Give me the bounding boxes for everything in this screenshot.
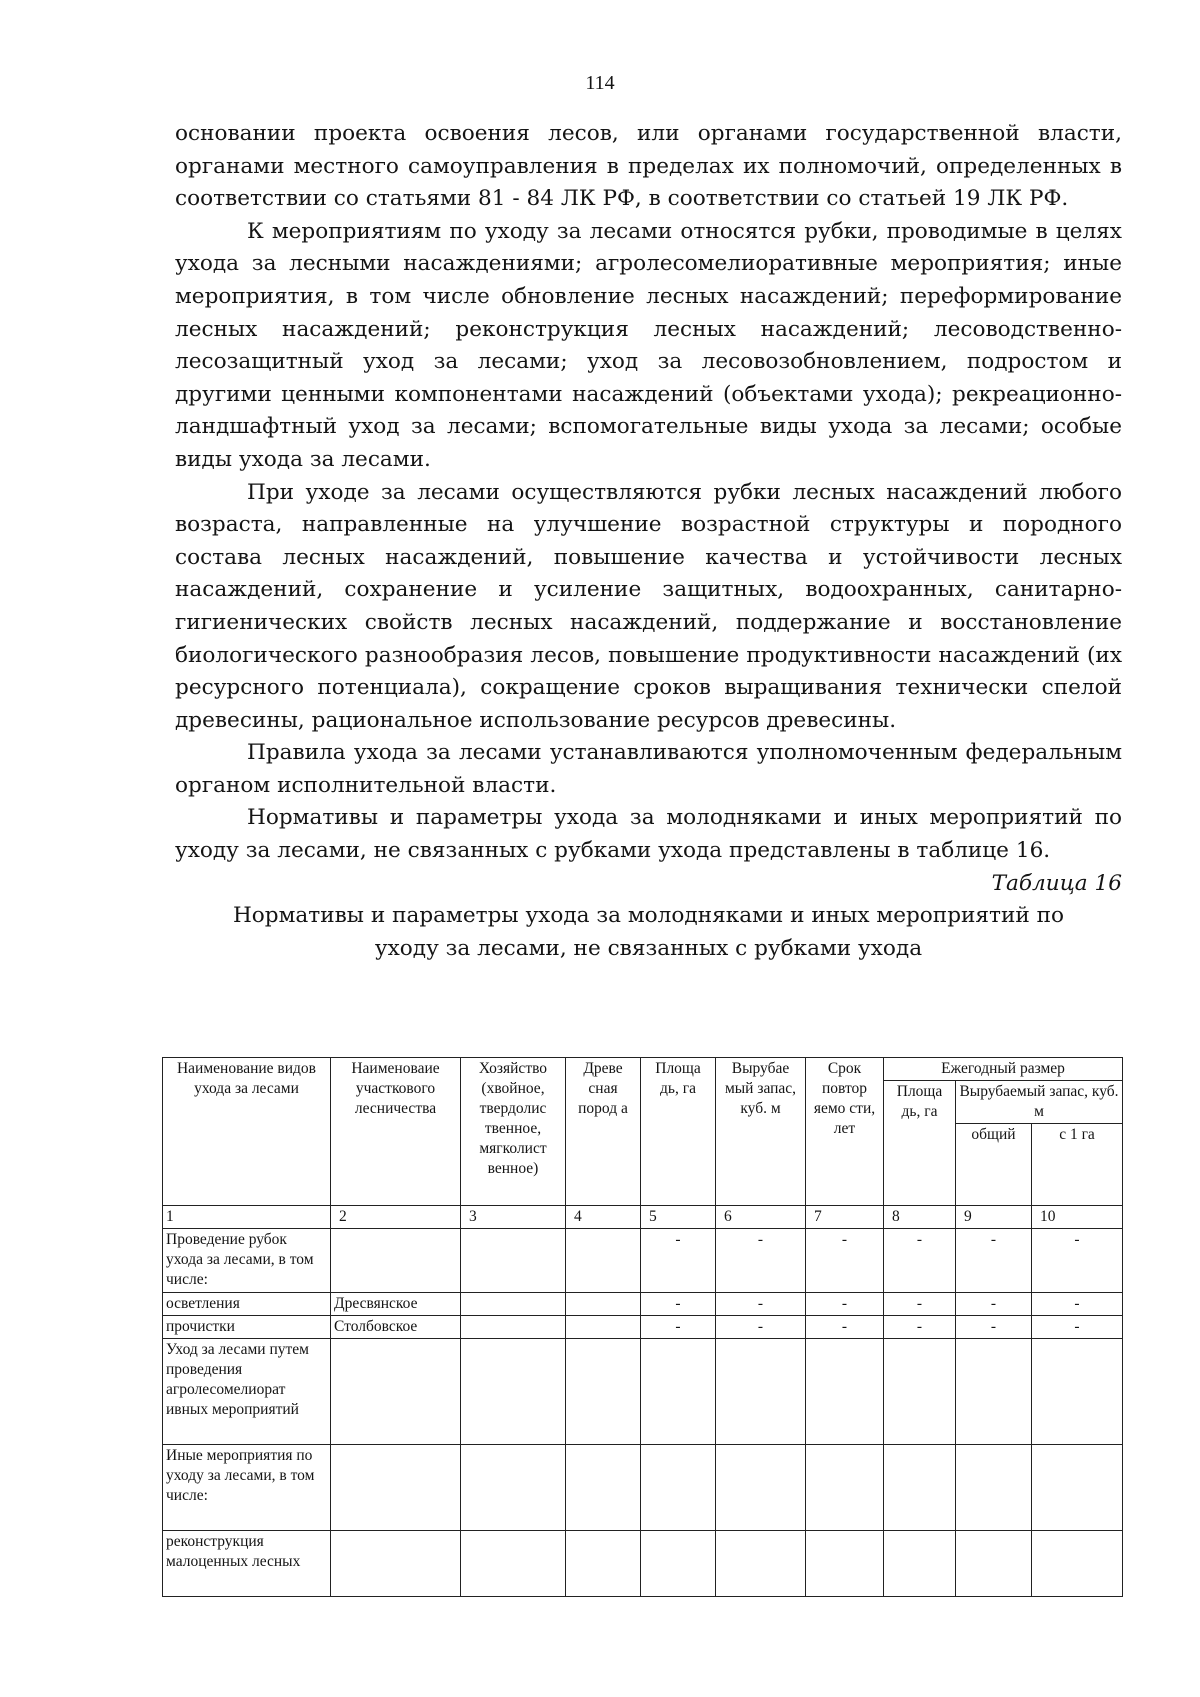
table-cell xyxy=(716,1531,806,1597)
table-cell: - xyxy=(806,1293,884,1316)
table-cell: - xyxy=(1032,1229,1123,1293)
table-cell xyxy=(956,1531,1032,1597)
table-cell: - xyxy=(641,1229,716,1293)
table-cell: - xyxy=(641,1316,716,1339)
table-cell xyxy=(1032,1531,1123,1597)
table-cell xyxy=(461,1445,566,1531)
column-number: 1 xyxy=(163,1206,331,1229)
table-cell xyxy=(806,1339,884,1445)
table-cell xyxy=(716,1445,806,1531)
table-label: Таблица 16 xyxy=(991,870,1122,896)
table-cell: - xyxy=(956,1229,1032,1293)
table-cell: - xyxy=(1032,1316,1123,1339)
table-cell xyxy=(884,1531,956,1597)
table-cell xyxy=(641,1445,716,1531)
paragraph: Нормативы и параметры ухода за молодняками и иных мероприятий по уходу за лесами, не связанных с рубками ухода представлены в таблице 16. xyxy=(175,805,1122,864)
paragraph: К мероприятиям по уходу за лесами относятся рубки, проводимые в целях ухода за лесными насаждениями; агролесомелиоративные мероприятия; иные мероприятия, в том числе обновление лесных насаждений; переформирование лесных насаждений; реконструкция лесных насаждений; лесоводственно-лесозащитный уход за лесами; уход за лесовозобновлением, подростом и другими ценными компонентами насаждений (объектами ухода); рекреационно-ландшафтный уход за лесами; вспомогательные виды ухода за лесами; особые виды ухода за лесами. xyxy=(175,218,1122,472)
page-number: 114 xyxy=(585,72,615,94)
paragraph: При уходе за лесами осуществляются рубки лесных насаждений любого возраста, направленные на улучшение возрастной структуры и породного состава лесных насаждений, повышение качества и устойчивости лесных насаждений, сохранение и усиление защитных, водоохранных, санитарно-гигиенических свойств лесных насаждений, поддержание и восстановление биологического разнообразия лесов, повышение продуктивности насаждений (их ресурсного потенциала), сокращение сроков выращивания технически спелой древесины, рациональное использование ресурсов древесины. xyxy=(175,479,1122,733)
table-cell xyxy=(641,1339,716,1445)
column-number: 5 xyxy=(641,1206,716,1229)
table-cell: - xyxy=(956,1293,1032,1316)
table-cell xyxy=(566,1531,641,1597)
table-cell xyxy=(331,1531,461,1597)
table-cell xyxy=(566,1445,641,1531)
table-row xyxy=(163,1445,1123,1531)
table-cell xyxy=(461,1316,566,1339)
column-number: 7 xyxy=(806,1206,884,1229)
header-cell: с 1 га xyxy=(1032,1124,1123,1206)
header-cell: Наименоваие участкового лесничества xyxy=(331,1058,461,1206)
body-text xyxy=(175,118,1122,965)
header-cell: Ежегодный размер xyxy=(884,1058,1123,1081)
table-cell: - xyxy=(956,1316,1032,1339)
column-number: 6 xyxy=(716,1206,806,1229)
header-cell: Древе сная пород а xyxy=(566,1058,641,1206)
header-cell: Хозяйство (хвойное, твердолис твенное, мягколист венное) xyxy=(461,1058,566,1206)
row-label: осветления xyxy=(163,1293,331,1316)
row-label: Уход за лесами путем проведения агролесомелиорат ивных мероприятий xyxy=(163,1339,331,1445)
table-cell xyxy=(716,1339,806,1445)
row-label: реконструкция малоценных лесных xyxy=(163,1531,331,1597)
header-row xyxy=(163,1058,1123,1081)
header-cell: общий xyxy=(956,1124,1032,1206)
data-table xyxy=(162,1057,1123,1597)
table-cell xyxy=(461,1229,566,1293)
paragraph: основании проекта освоения лесов, или органами государственной власти, органами местного самоуправления в пределах их полномочий, определенных в соответствии со статьями 81 - 84 ЛК РФ, в соответствии со статьей 19 ЛК РФ. xyxy=(175,121,1122,212)
table-cell: - xyxy=(716,1316,806,1339)
header-cell: Вырубаемый запас, куб. м xyxy=(956,1081,1123,1124)
table-cell xyxy=(566,1293,641,1316)
table-cell xyxy=(566,1316,641,1339)
table-cell xyxy=(331,1445,461,1531)
table-cell xyxy=(806,1445,884,1531)
table-cell xyxy=(461,1531,566,1597)
table-cell xyxy=(806,1531,884,1597)
table-cell: Столбовское xyxy=(331,1316,461,1339)
table-row xyxy=(163,1531,1123,1597)
table-cell: - xyxy=(884,1316,956,1339)
table-cell: Дресвянское xyxy=(331,1293,461,1316)
row-label: прочистки xyxy=(163,1316,331,1339)
table-row xyxy=(163,1316,1123,1339)
column-number: 4 xyxy=(566,1206,641,1229)
row-label: Иные мероприятия по уходу за лесами, в том числе: xyxy=(163,1445,331,1531)
table-cell: - xyxy=(641,1293,716,1316)
table-cell: - xyxy=(884,1229,956,1293)
header-cell: Вырубае мый запас, куб. м xyxy=(716,1058,806,1206)
table-cell: - xyxy=(884,1293,956,1316)
table-cell: - xyxy=(806,1229,884,1293)
table-cell: - xyxy=(806,1316,884,1339)
table-cell xyxy=(1032,1445,1123,1531)
table-cell xyxy=(331,1339,461,1445)
paragraph: Правила ухода за лесами устанавливаются уполномоченным федеральным органом исполнительной власти. xyxy=(175,740,1122,798)
column-number: 8 xyxy=(884,1206,956,1229)
table-row xyxy=(163,1293,1123,1316)
table-cell xyxy=(566,1229,641,1293)
table-cell xyxy=(461,1293,566,1316)
table-cell xyxy=(331,1229,461,1293)
table-title-line: уходу за лесами, не связанных с рубками ухода xyxy=(374,935,923,961)
table-body xyxy=(163,1058,1123,1597)
table-cell xyxy=(884,1445,956,1531)
table-row xyxy=(163,1229,1123,1293)
header-cell: Площа дь, га xyxy=(641,1058,716,1206)
header-cell: Срок повтор яемо сти, лет xyxy=(806,1058,884,1206)
header-cell: Наименование видов ухода за лесами xyxy=(163,1058,331,1206)
table-cell xyxy=(884,1339,956,1445)
table-cell: - xyxy=(716,1229,806,1293)
table-cell xyxy=(566,1339,641,1445)
table-cell xyxy=(641,1531,716,1597)
table-cell xyxy=(1032,1339,1123,1445)
column-number-row xyxy=(163,1206,1123,1229)
table-cell xyxy=(956,1445,1032,1531)
row-label: Проведение рубок ухода за лесами, в том числе: xyxy=(163,1229,331,1293)
column-number: 2 xyxy=(331,1206,461,1229)
table-cell xyxy=(956,1339,1032,1445)
table-title-line: Нормативы и параметры ухода за молодняками и иных мероприятий по xyxy=(232,903,1065,929)
table-cell: - xyxy=(1032,1293,1123,1316)
table-row xyxy=(163,1339,1123,1445)
column-number: 9 xyxy=(956,1206,1032,1229)
column-number: 3 xyxy=(461,1206,566,1229)
table-cell xyxy=(461,1339,566,1445)
table-cell: - xyxy=(716,1293,806,1316)
header-cell: Площа дь, га xyxy=(884,1081,956,1206)
column-number: 10 xyxy=(1032,1206,1123,1229)
